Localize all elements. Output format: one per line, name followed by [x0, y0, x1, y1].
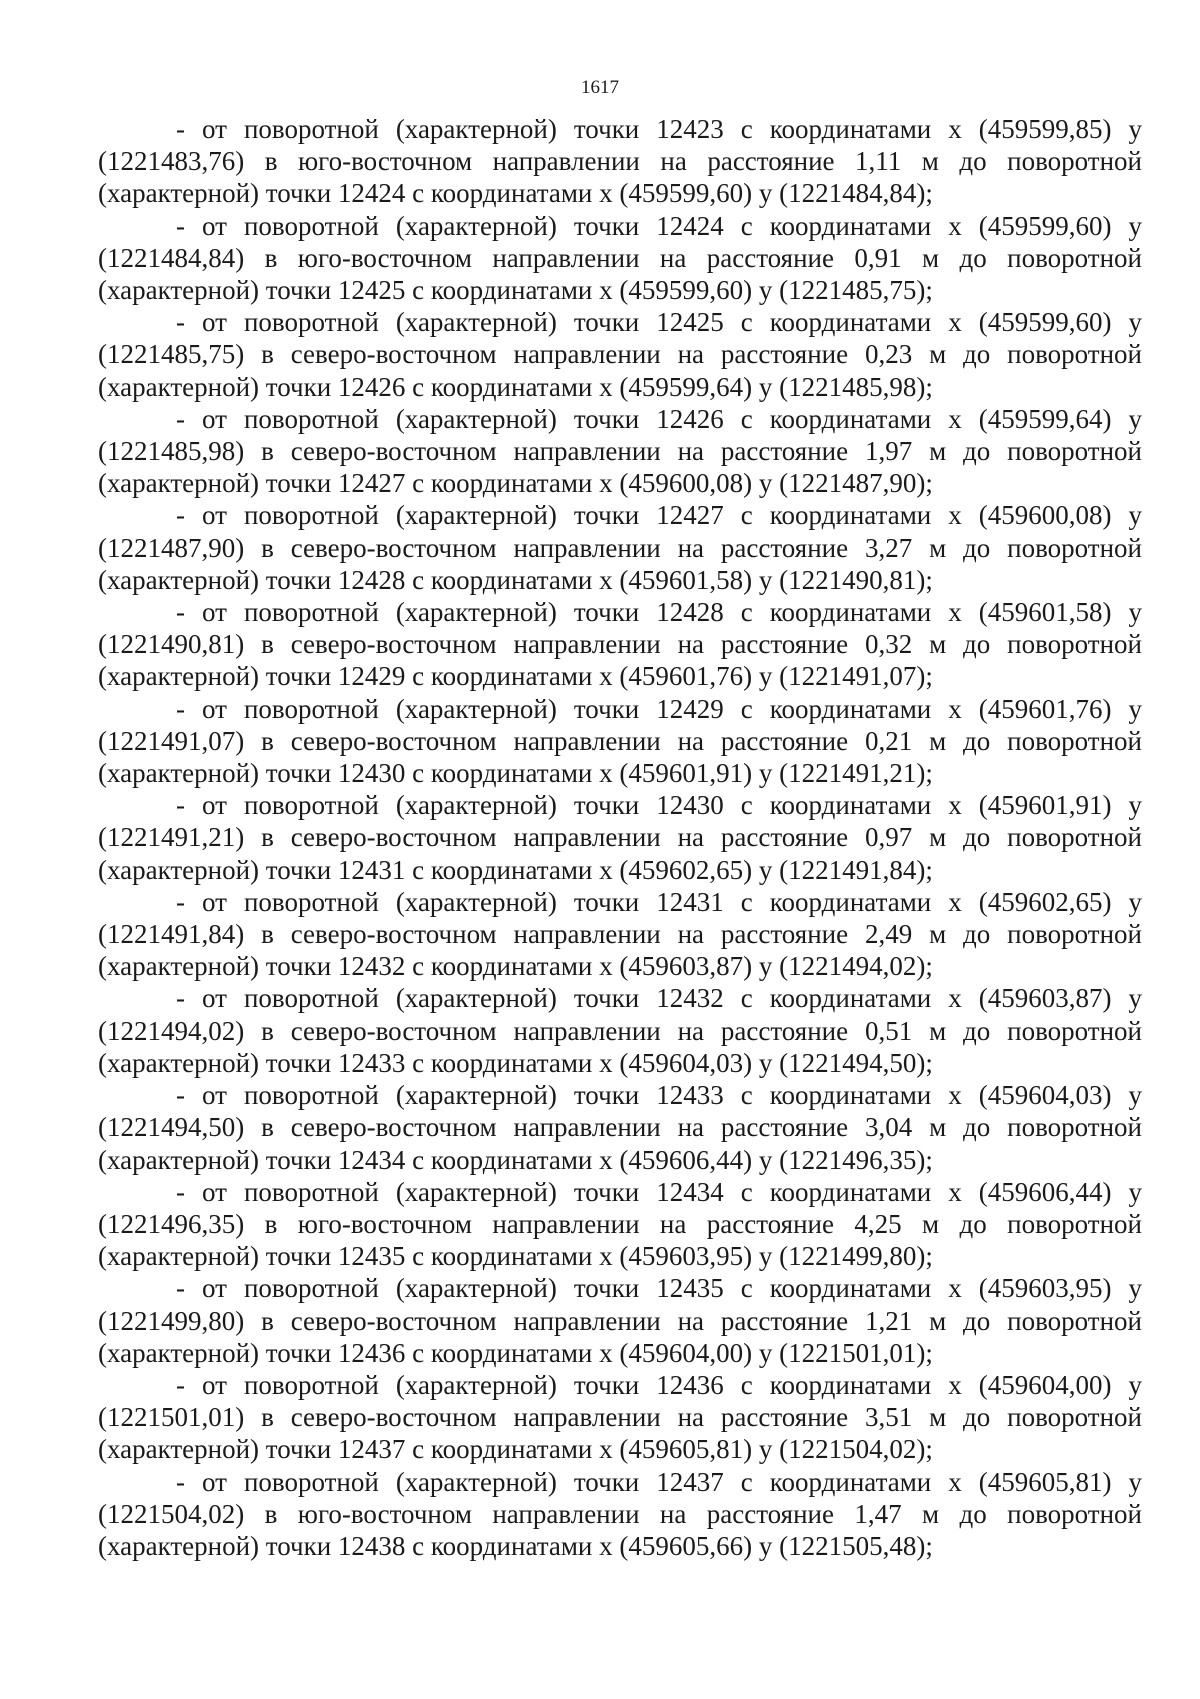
document-body	[98, 113, 1142, 1562]
boundary-paragraph: - от поворотной (характерной) точки 12427 с координатами х (459600,08) у (1221487,90) в северо-восточном направлении на расстояние 3,27 м до поворотной (характерной) точки 12428 с координатами х (459601,58) у (1221490,81);	[98, 500, 1142, 595]
boundary-paragraph: - от поворотной (характерной) точки 12428 с координатами х (459601,58) у (1221490,81) в северо-восточном направлении на расстояние 0,32 м до поворотной (характерной) точки 12429 с координатами х (459601,76) у (1221491,07);	[98, 597, 1142, 692]
boundary-paragraph: - от поворотной (характерной) точки 12430 с координатами х (459601,91) у (1221491,21) в северо-восточном направлении на расстояние 0,97 м до поворотной (характерной) точки 12431 с координатами х (459602,65) у (1221491,84);	[98, 790, 1142, 885]
boundary-paragraph: - от поворотной (характерной) точки 12424 с координатами х (459599,60) у (1221484,84) в юго-восточном направлении на расстояние 0,91 м до поворотной (характерной) точки 12425 с координатами х (459599,60) у (1221485,75);	[98, 210, 1142, 306]
boundary-paragraph: - от поворотной (характерной) точки 12435 с координатами х (459603,95) у (1221499,80) в северо-восточном направлении на расстояние 1,21 м до поворотной (характерной) точки 12436 с координатами х (459604,00) у (1221501,01);	[98, 1273, 1142, 1368]
boundary-paragraph: - от поворотной (характерной) точки 12423 с координатами х (459599,85) у (1221483,76) в юго-восточном направлении на расстояние 1,11 м до поворотной (характерной) точки 12424 с координатами х (459599,60) у (1221484,84);	[98, 114, 1142, 209]
boundary-paragraph: - от поворотной (характерной) точки 12425 с координатами х (459599,60) у (1221485,75) в северо-восточном направлении на расстояние 0,23 м до поворотной (характерной) точки 12426 с координатами х (459599,64) у (1221485,98);	[98, 307, 1142, 402]
boundary-paragraph: - от поворотной (характерной) точки 12431 с координатами х (459602,65) у (1221491,84) в северо-восточном направлении на расстояние 2,49 м до поворотной (характерной) точки 12432 с координатами х (459603,87) у (1221494,02);	[98, 886, 1142, 982]
boundary-paragraph: - от поворотной (характерной) точки 12436 с координатами х (459604,00) у (1221501,01) в северо-восточном направлении на расстояние 3,51 м до поворотной (характерной) точки 12437 с координатами х (459605,81) у (1221504,02);	[98, 1369, 1142, 1465]
boundary-paragraph: - от поворотной (характерной) точки 12429 с координатами х (459601,76) у (1221491,07) в северо-восточном направлении на расстояние 0,21 м до поворотной (характерной) точки 12430 с координатами х (459601,91) у (1221491,21);	[98, 693, 1142, 789]
boundary-paragraph: - от поворотной (характерной) точки 12426 с координатами х (459599,64) у (1221485,98) в северо-восточном направлении на расстояние 1,97 м до поворотной (характерной) точки 12427 с координатами х (459600,08) у (1221487,90);	[98, 403, 1142, 499]
boundary-paragraph: - от поворотной (характерной) точки 12433 с координатами х (459604,03) у (1221494,50) в северо-восточном направлении на расстояние 3,04 м до поворотной (характерной) точки 12434 с координатами х (459606,44) у (1221496,35);	[98, 1080, 1142, 1175]
boundary-paragraph: - от поворотной (характерной) точки 12437 с координатами х (459605,81) у (1221504,02) в юго-восточном направлении на расстояние 1,47 м до поворотной (характерной) точки 12438 с координатами х (459605,66) у (1221505,48);	[98, 1466, 1142, 1561]
boundary-paragraph: - от поворотной (характерной) точки 12432 с координатами х (459603,87) у (1221494,02) в северо-восточном направлении на расстояние 0,51 м до поворотной (характерной) точки 12433 с координатами х (459604,03) у (1221494,50);	[98, 983, 1142, 1078]
page-number: 1617	[581, 77, 619, 98]
boundary-paragraph: - от поворотной (характерной) точки 12434 с координатами х (459606,44) у (1221496,35) в юго-восточном направлении на расстояние 4,25 м до поворотной (характерной) точки 12435 с координатами х (459603,95) у (1221499,80);	[98, 1176, 1142, 1272]
